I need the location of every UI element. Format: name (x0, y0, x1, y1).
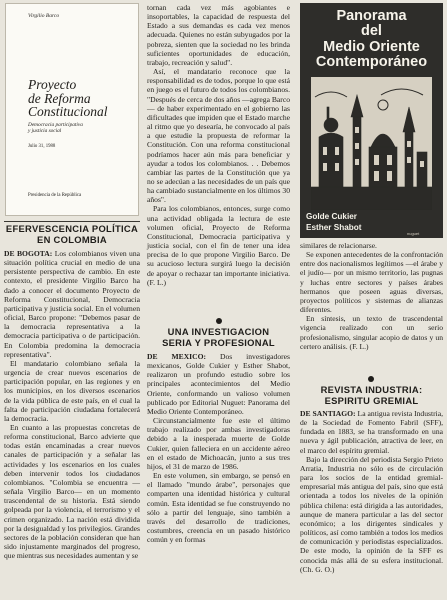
article-headline-revista-industria: REVISTA INDUSTRIA: ESPIRITU GREMIAL (320, 384, 423, 406)
paragraph: Circunstancialmente fue este el último trabajo realizado por ambas investigadoras debido a la inesperada muerte de Golde Cukier, quien falleciera en un accidente aéreo en el estado de Michoacán, junto a sus tres hijos, el 31 de marzo de 1986. (147, 416, 290, 471)
paragraph: Se exponen antecedentes de la confrontación entre dos nacionalismos legítimos —el árabe y el judío— por un mismo territorio, las pugnas y luchas entre sectores y países árabes hermanos que poseen aguas diversas, proyectos políticos y sistemas de alianzas diferentes. (300, 250, 443, 315)
article-headline-investigacion: UNA INVESTIGACION SERIA Y PROFESIONAL (162, 326, 275, 348)
article-body-revista-industria (300, 409, 443, 574)
book-cover-author: Esther Shabot (306, 223, 362, 232)
paragraph: similares de relacionarse. (300, 241, 377, 250)
article-headline-efervescencia: EFERVESCENCIA POLÍTICA EN COLOMBIA (5, 223, 139, 245)
paragraph: Así, el mandatario reconoce que la responsabilidad es de todos, porque lo que está en juego es el futuro de todos los colombianos. "Después de cerca de dos años —agrega Barco— de haber experimentado en el gobierno las dificultades que impiden que el Estado marche al ritmo que yo desearía, he convocado al país a que estudie la propuesta de reformar la Constitución. Con una reforma constitucional podríamos hacer aún más para beneficiar y ayudar a todos los colombianos. . . Debemos cambiar las partes de la Constitución que ya no se adecúan a las necesidades de un país que ha cambiado sustancialmente en los últimos 30 años". (147, 67, 290, 205)
article-body-efervescencia-continued (147, 3, 290, 287)
book-cover-date: Julio 31, 1988 (28, 144, 56, 149)
book-cover-publisher: nuguet (407, 231, 420, 236)
article-body-investigacion-continued (300, 241, 443, 351)
dateline: DE BOGOTA: (4, 249, 53, 258)
paragraph: Bajo la dirección del periodista Sergio Prieto Arratia, Industria no sólo es de circulación para los socios de la entidad gremial-empresarial más antigua del país, sino que está orientada a todos los niveles de la opinión pública chilena: está dirigida a las autoridades, aunque de manera particular a las del sector económico; a los dirigentes sindicales y políticos, así como también a todos los medios de comunicación y periodistas especializados. De este modo, la opinión de la SFF es conocida más allá de su esfera institucional. (Ch. G. O.) (300, 454, 443, 574)
article-body-efervescencia (4, 249, 140, 560)
dateline: DE SANTIAGO: (300, 409, 356, 418)
paragraph: Dos investigadores mexicanos, Golde Cukier y Esther Shabot, realizaron un profundo estudio sobre los principales acontecimientos del Medio Oriente, conformando un valioso volumen publicado por Editorial Nuguet: Panorama del Medio Oriente Contemporáneo. (147, 352, 290, 416)
book-cover-subtitle: Democracia participativa y justicia social (28, 122, 83, 135)
paragraph: El mandatario colombiano señala la urgencia de crear nuevos escenarios de participación popular, en las regiones y en los municipios, en los diversos escenarios de la vida pública de este país, en el cual la falta de participación ciudadana fortalecerá la democracia. (4, 358, 140, 423)
book-cover-reforma-constitucional (5, 3, 139, 216)
book-cover-title: Proyecto de Reforma Constitucional (28, 77, 108, 119)
book-cover-publisher: Presidencia de la República (28, 193, 82, 198)
paragraph: En este volumen, sin embargo, se pensó en el llamado "mundo árabe", personajes que comparten una identidad histórica y cultural común. Esta identidad se fue construyendo no sólo a partir del lenguaje, sino también a través del desarrollo de tradiciones, costumbres, creencia en un pasado histórico común y en formas (147, 471, 290, 545)
paragraph: Para los colombianos, entonces, surge como una actividad obligada la lectura de este volumen oficial, Proyecto de Reforma Constitucional, Democracia participativa y justicia social, con el fin de tener una idea precisa de lo que propone Virgilio Barco. De su acucioso lectura surgirá luego la decisión de apoyar o rechazar tan importante iniciativa. (F. L.) (147, 204, 290, 287)
book-cover-title: Panorama del Medio Oriente Contemporáneo (315, 8, 428, 70)
section-bullet (216, 318, 222, 324)
paragraph: tornan cada vez más agobiantes e insoportables, la capacidad de respuesta del Estado a sus demandas es cada vez menos adecuada. Quienes no están subyugados por la pobreza, sienten que la sociedad no les brinda suficientes oportunidades de educación, trabajo, recreación y salud". (147, 3, 290, 67)
book-cover-author: Golde Cukier (306, 212, 357, 221)
paragraph: Los colombianos viven una situación política crucial en medio de una persistente perspectiva de cambio. En este contexto, el presidente Virgilio Barco ha dado a conocer el documento Proyecto de Reforma Constitucional, Democracia participativa y justicia social. En el volumen oficial, Barco propone: "Debemos pasar de la democracia representativa a la democracia participativa o de participación. En Colombia predomina la democracia representativa". (4, 249, 140, 359)
paragraph: La antigua revista Industria, de la Sociedad de Fomento Fabril (SFF), fundada en 1883, se ha transformado en una nueva y ágil publicación, atractiva de leer, en el marco del espíritu gremial. (300, 409, 443, 455)
paragraph: En síntesis, un texto de trascendental vigencia realizado con un serio profesionalismo, singular acopio de datos y un certero análisis. (F. L.) (300, 314, 443, 351)
paragraph: En cuanto a las propuestas concretas de reforma constitucional, Barco advierte que todas están encaminadas a crear nuevos canales de participación y a señalar las actividades y los escenarios en los cuales deben intervenir todos los ciudadanos colombianos. "Colombia se encuentra —señala Virgilio Barco— en un momento trascendental de su historia. Está siendo golpeada por la violencia, el terrorismo y el crimen organizado. La nación está dividida por la desigualdad y los privilegios. Grandes sectores de la población consideran que han sido injustamente marginados del progreso, que mientras sus necesidades aumentan y se (4, 422, 140, 561)
book-cover-illustration (311, 77, 432, 210)
book-cover-panorama-medio-oriente (300, 3, 443, 238)
section-divider (4, 221, 140, 222)
section-bullet (368, 376, 374, 382)
dateline: DE MEXICO: (147, 352, 207, 361)
article-body-investigacion (147, 352, 290, 544)
book-cover-author: Virgilio Barco (28, 13, 60, 19)
